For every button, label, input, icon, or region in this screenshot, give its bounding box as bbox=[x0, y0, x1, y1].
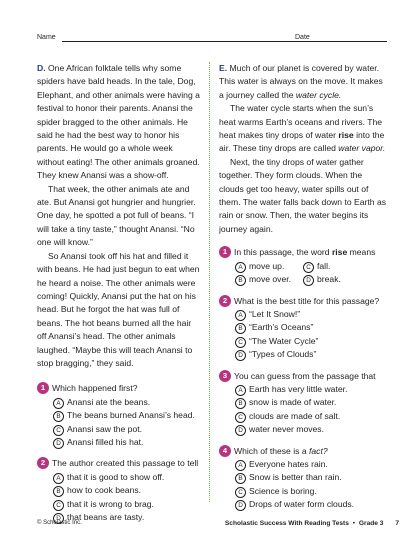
question-d1 bbox=[37, 382, 202, 449]
answer-bubble[interactable]: A bbox=[53, 398, 64, 409]
separator: • bbox=[352, 520, 356, 527]
question-stem: In this passage, the word rise means bbox=[234, 247, 376, 258]
question-number-badge: 2 bbox=[37, 457, 49, 469]
answer-bubble[interactable]: B bbox=[235, 323, 246, 334]
left-column bbox=[37, 62, 202, 524]
date-line[interactable] bbox=[316, 41, 387, 42]
answer-bubble[interactable]: D bbox=[235, 500, 246, 511]
answer-bubble[interactable]: D bbox=[53, 438, 64, 449]
answer-bubble[interactable]: A bbox=[235, 460, 246, 471]
answer-bubble[interactable]: C bbox=[53, 425, 64, 436]
answer-option[interactable]: B “Earth’s Oceans” bbox=[234, 321, 387, 334]
passage-d-paragraph: That week, the other animals ate and ate. But Anansi got hungrier and hungrier. One day, he spotted a pot full of beans. “I will take a tiny taste,” thought Anansi. “No one will know.” bbox=[37, 183, 196, 248]
date-label: Date bbox=[295, 34, 310, 41]
answer-option[interactable]: A that it is good to show off. bbox=[52, 471, 202, 484]
passage-letter: D. bbox=[37, 63, 46, 73]
answer-option[interactable]: C that it is wrong to brag. bbox=[52, 498, 202, 511]
answer-option[interactable]: D Drops of water form clouds. bbox=[234, 498, 387, 511]
answer-bubble[interactable]: B bbox=[53, 411, 64, 422]
right-column bbox=[219, 62, 387, 512]
passage-d-paragraph: So Anansi took off his hat and filled it with beans. He had just begun to eat when he heard a noise. The other animals were coming! Quickly, Anansi put the hat on his head. But he forgot the hat was full of beans. The hot beans burned all the hair off Anansi’s head. The other animals laughed. “Maybe this will teach Anansi to stop bragging,” they said. bbox=[37, 250, 200, 368]
answer-bubble[interactable]: C bbox=[235, 487, 246, 498]
answer-bubble[interactable]: D bbox=[235, 425, 246, 436]
answer-bubble[interactable]: C bbox=[235, 337, 246, 348]
question-e1 bbox=[219, 246, 387, 286]
passage-d-paragraph: D. One African folktale tells why some spiders have bald heads. In the tale, Dog, Elephant, and other animals were having a festival to honor their parents. Anansi the spider bragged to the other animals. He said he had the best way to honor his parents. He would go a whole week without eating! The other animals groaned. They knew Anansi was a show-off. bbox=[37, 63, 200, 181]
answer-bubble[interactable]: A bbox=[235, 310, 246, 321]
book-title: Scholastic Success With Reading Tests bbox=[224, 520, 349, 527]
passage-e-paragraph: Next, the tiny drops of water gather together. They form clouds. When the clouds get too heavy, water spills out of them. The water falls back down to Earth as rain or snow. Then, the water begins its journey again. bbox=[219, 156, 387, 234]
answer-bubble[interactable]: C bbox=[235, 412, 246, 423]
question-stem: What is the best title for this passage? bbox=[234, 295, 380, 306]
question-e2 bbox=[219, 295, 387, 362]
passage-letter: E. bbox=[219, 63, 228, 73]
answer-bubble[interactable]: D bbox=[303, 275, 314, 286]
passage-e-paragraph: The water cycle starts when the sun’s heat warms Earth’s oceans and rivers. The heat makes tiny drops of water rise into the air. These tiny drops are called water vapor. bbox=[219, 103, 386, 154]
answer-option[interactable]: D water never moves. bbox=[234, 423, 387, 436]
answer-option[interactable]: A Everyone hates rain. bbox=[234, 458, 387, 471]
question-e4 bbox=[219, 445, 387, 512]
question-d2 bbox=[37, 457, 202, 524]
answer-option[interactable]: B The beans burned Anansi’s head. bbox=[52, 409, 202, 422]
answer-options-grid bbox=[234, 260, 387, 287]
name-label: Name bbox=[37, 34, 56, 41]
answer-option[interactable]: C Anansi saw the pot. bbox=[52, 423, 202, 436]
answer-option[interactable]: C Science is boring. bbox=[234, 485, 387, 498]
answer-option[interactable]: D break. bbox=[302, 273, 382, 286]
answer-option[interactable]: A Anansi ate the beans. bbox=[52, 396, 202, 409]
answer-option[interactable]: B Snow is better than rain. bbox=[234, 471, 387, 484]
answer-bubble[interactable]: B bbox=[53, 486, 64, 497]
answer-option[interactable]: C clouds are made of salt. bbox=[234, 410, 387, 423]
answer-bubble[interactable]: C bbox=[303, 262, 314, 273]
question-e3 bbox=[219, 370, 387, 437]
answer-option[interactable]: A move up. bbox=[234, 260, 302, 273]
page-number: 7 bbox=[395, 520, 399, 527]
answer-bubble[interactable]: D bbox=[53, 513, 64, 524]
question-stem: You can guess from the passage that bbox=[234, 370, 376, 381]
answer-option[interactable]: C “The Water Cycle” bbox=[234, 335, 387, 348]
answer-option[interactable]: B move over. bbox=[234, 273, 302, 286]
answer-option[interactable]: D that beans are tasty. bbox=[52, 511, 202, 524]
answer-bubble[interactable]: A bbox=[235, 385, 246, 396]
question-stem: The author created this passage to tell bbox=[52, 458, 199, 469]
answer-option[interactable]: A Earth has very little water. bbox=[234, 383, 387, 396]
page-footer bbox=[225, 520, 399, 527]
answer-option[interactable]: D “Types of Clouds” bbox=[234, 348, 387, 361]
answer-option[interactable]: A “Let It Snow!” bbox=[234, 308, 387, 321]
answer-bubble[interactable]: B bbox=[235, 275, 246, 286]
answer-bubble[interactable]: B bbox=[235, 473, 246, 484]
question-stem: Which of these is a fact? bbox=[234, 445, 328, 456]
answer-option[interactable]: B how to cook beans. bbox=[52, 484, 202, 497]
answer-bubble[interactable]: A bbox=[235, 262, 246, 273]
question-number-badge: 4 bbox=[219, 445, 231, 457]
answer-bubble[interactable]: C bbox=[53, 500, 64, 511]
question-number-badge: 1 bbox=[37, 382, 49, 394]
name-line[interactable] bbox=[62, 41, 317, 42]
passage-e-paragraph: E. Much of our planet is covered by water. This water is always on the move. It makes a journey called the water cycle. bbox=[219, 63, 383, 100]
question-number-badge: 2 bbox=[219, 295, 231, 307]
answer-option[interactable]: D Anansi filled his hat. bbox=[52, 436, 202, 449]
answer-option[interactable]: C fall. bbox=[302, 260, 382, 273]
question-number-badge: 1 bbox=[219, 246, 231, 258]
answer-bubble[interactable]: D bbox=[235, 350, 246, 361]
grade-label: Grade 3 bbox=[358, 520, 384, 527]
copyright-text: © Scholastic Inc. bbox=[37, 520, 82, 526]
question-number-badge: 3 bbox=[219, 370, 231, 382]
column-divider bbox=[209, 62, 210, 502]
question-stem: Which happened first? bbox=[52, 383, 138, 394]
answer-bubble[interactable]: A bbox=[53, 473, 64, 484]
answer-bubble[interactable]: B bbox=[235, 398, 246, 409]
answer-option[interactable]: B snow is made of water. bbox=[234, 396, 387, 409]
